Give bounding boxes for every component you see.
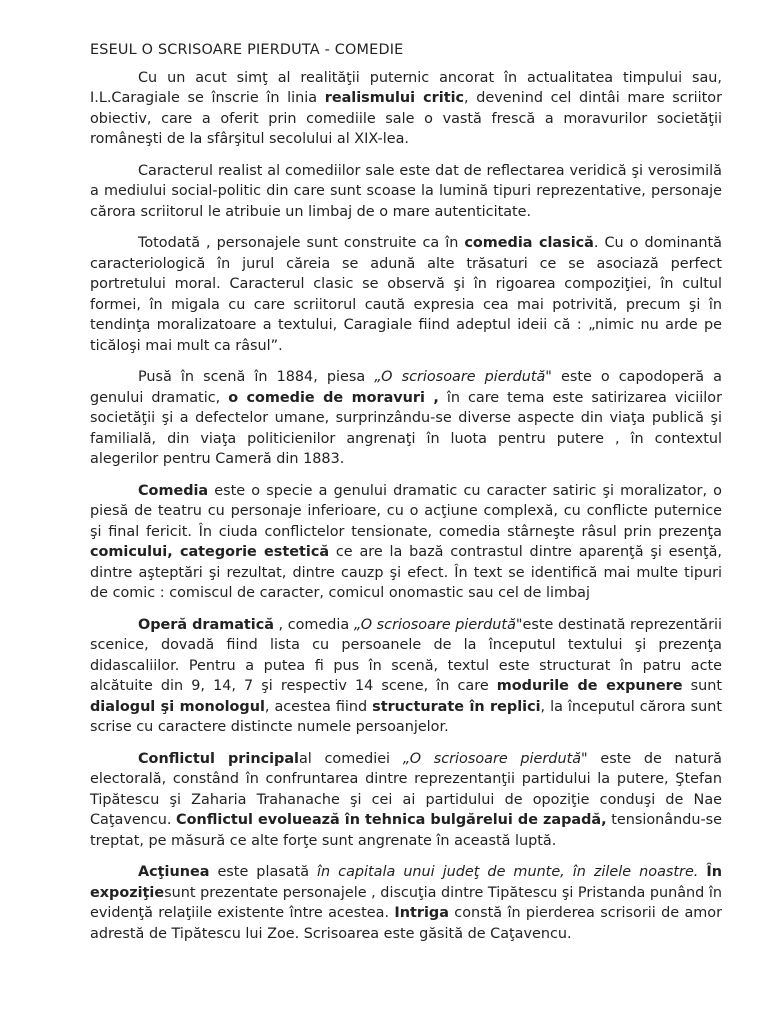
text-run: Conflictul principal bbox=[138, 750, 299, 767]
paragraph-5 bbox=[90, 481, 722, 604]
text-run: în care tema este satirizarea viciilor societăţii şi a defectelor umane, surprinzându-se diverse aspecte din viaţa publică şi familială, din viaţa politicienilor angrenaţi în luota pentru putere , în contextul alegerilor pentru Cameră din 1883. bbox=[90, 389, 722, 467]
text-run: Operă dramatică bbox=[138, 616, 274, 633]
paragraph-6 bbox=[90, 615, 722, 738]
text-run: constă în pierderea scrisorii de amor adrestă de Tipătescu lui Zoe. Scrisoarea este găsită de Caţavencu. bbox=[90, 905, 722, 942]
paragraph-8 bbox=[90, 862, 722, 944]
text-run: este o capodoperă a genului dramatic, bbox=[90, 369, 722, 406]
paragraph-4 bbox=[90, 367, 722, 470]
text-run: Pusă în scenă în 1884, piesa bbox=[138, 369, 375, 385]
text-run: dialogul şi monologul bbox=[90, 698, 265, 715]
text-run: , devenind cel dintâi mare scriitor obiectiv, care a oferit prin comediile sale o vastă frescă a moravurilor societăţii româneşti de la sfârşitul secolului al XIX-lea. bbox=[90, 90, 722, 147]
text-run: o comedie de moravuri , bbox=[228, 389, 439, 406]
text-run: În expoziţie bbox=[90, 864, 722, 901]
text-run: comedia clasică bbox=[464, 235, 594, 251]
text-run: , acestea fiind bbox=[264, 698, 373, 715]
text-run: sunt bbox=[682, 678, 723, 694]
text-run: Intriga bbox=[394, 905, 449, 921]
text-run: „O scriosoare pierdută" bbox=[353, 616, 523, 633]
text-run: Acţiunea bbox=[138, 864, 210, 880]
text-run: Cu un acut simţ al realităţii puternic ancorat în actualitatea timpului sau, I.L.Caragiale se înscrie în linia bbox=[90, 69, 722, 106]
text-run: Caracterul realist al comediilor sale este dat de reflectarea veridică şi verosimilă a mediului social-politic din care sunt scoase la lumină tipuri reprezentative, personaje cărora scriitorul le atribuie un limbaj de o mare autenticitate. bbox=[90, 162, 722, 220]
text-run: este o specie a genului dramatic cu caracter satiric şi moralizator, o piesă de teatru cu personaje inferioare, cu o acţiune complexă, cu conflicte puternice şi final fericit. În ciuda conflictelor tensionate, comedia stârneşte râsul prin prezenţa bbox=[90, 482, 722, 540]
paragraph-1 bbox=[90, 68, 722, 150]
document-title: ESEUL O SCRISOARE PIERDUTA - COMEDIE bbox=[90, 42, 404, 58]
text-run: în capitala unui judeţ de munte, în zilele noastre. bbox=[317, 864, 699, 880]
paragraph-2 bbox=[90, 161, 722, 223]
document-page bbox=[90, 40, 722, 955]
text-run: este de natură electorală, constând în confruntarea dintre reprezentanţii partidului la putere, Ştefan Tipătescu şi Zaharia Trahanache şi cei ai partidului de opoziţie conduşi de Nae Caţavencu. bbox=[90, 750, 722, 828]
text-run: este destinată reprezentării scenice, dovadă fiind lista cu persoanele de la începutul textului şi prezenţa didascaliilor. Pentru a putea fi pus în scenă, textul este structurat în patru acte alcătuite din 9, 14, 7 şi respectiv 14 scene, în care bbox=[90, 616, 722, 694]
text-run: ce are la bază contrastul dintre aparenţă şi esenţă, dintre aşteptări şi rezultat, dintre cauzp şi efect. În text se identifică mai multe tipuri de comic : comiscul de caracter, comicul onomastic sau cel de limbaj bbox=[90, 544, 722, 601]
text-run: realismului critic bbox=[324, 90, 465, 106]
text-run: „O scriosoare pierdută" bbox=[402, 750, 588, 767]
text-run: sunt prezentate personajele , discuţia dintre Tipătescu şi Pristanda punând în evidenţă relaţiile existente între acestea. bbox=[90, 884, 722, 921]
text-run: este plasată bbox=[209, 864, 318, 880]
text-run: „O scriosoare pierdută" bbox=[374, 369, 552, 385]
paragraph-7 bbox=[90, 749, 722, 852]
text-run: , la începutul cărora sunt scrise cu caractere distincte numele persoanjelor. bbox=[90, 698, 723, 735]
text-run: structurate în replici bbox=[372, 698, 541, 715]
text-run: Totodată , personajele sunt construite ca în bbox=[138, 235, 465, 251]
paragraph-3 bbox=[90, 233, 722, 356]
text-run: al comediei bbox=[298, 750, 403, 767]
text-run: Conflictul evoluează în tehnica bulgărelui de zapadă, bbox=[176, 812, 607, 828]
text-run: tensionându-se treptat, pe măsură ce alte forţe sunt angrenate în această luptă. bbox=[90, 812, 723, 849]
text-run: modurile de expunere bbox=[496, 678, 683, 694]
text-run: . Cu o dominantă caracteriologică în jurul căreia se adună alte trăsaturi ce se asociază perfect portretului moral. Caracterul clasic se observă şi în rigoarea compoziţiei, în cultul formei, în migala cu care scriitorul caută expresia cea mai potrivită, precum şi în tendinţa moralizatoare a textului, Caragiale fiind adeptul ideii că : „nimic nu arde pe ticăloşi mai mult ca râsul”. bbox=[90, 235, 722, 354]
text-run: Comedia bbox=[138, 482, 209, 499]
text-run: , comedia bbox=[273, 616, 354, 633]
text-run: comicului, categorie estetică bbox=[90, 544, 330, 560]
